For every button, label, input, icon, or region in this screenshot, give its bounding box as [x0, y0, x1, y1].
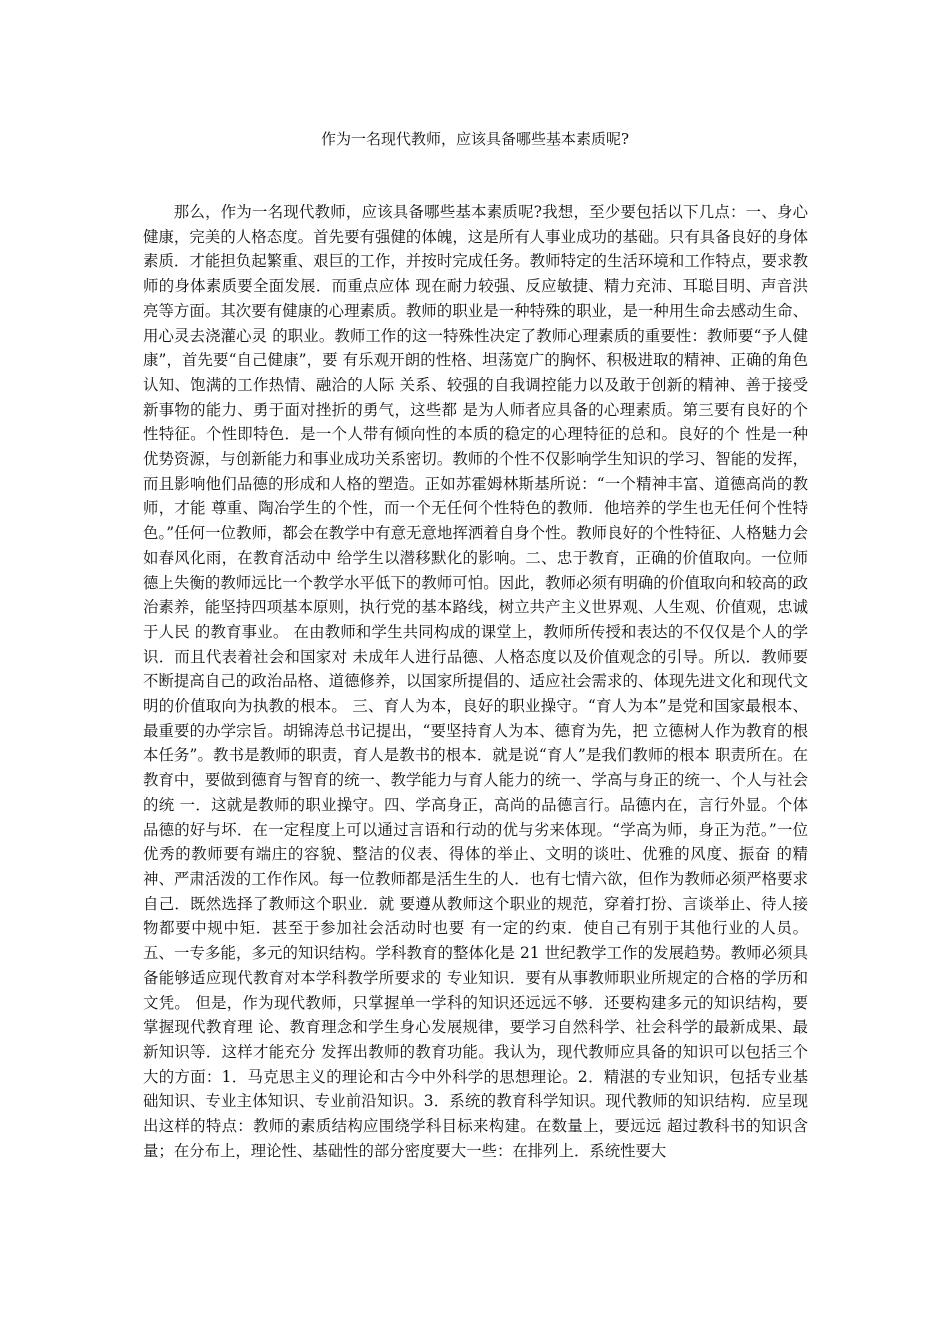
document-body: 那么，作为一名现代教师，应该具备哪些基本素质呢?我想，至少要包括以下几点：一、身心健康，完美的人格态度。首先要有强健的体魄，这是所有人事业成功的基础。只有具备良好的身体素质．才能担负起繁重、艰巨的工作，并按时完成任务。教师特定的生活环境和工作特点，要求教师的身体素质要全面发展．而重点应体 现在耐力较强、反应敏捷、精力充沛、耳聪目明、声音洪亮等方面。其次要有健康的心理素质。教师的职业是一种特殊的职业，是一种用生命去感动生命、用心灵去浇灌心灵 的职业。教师工作的这一特殊性决定了教师心理素质的重要性：教师要“予人健康”，首先要“自己健康”，要 有乐观开朗的性格、坦荡宽广的胸怀、积极进取的精神、正确的角色认知、饱满的工作热情、融洽的人际 关系、较强的自我调控能力以及敢于创新的精神、善于接受新事物的能力、勇于面对挫折的勇气，这些都 是为人师者应具备的心理素质。第三要有良好的个性特征。个性即特色．是一个人带有倾向性的本质的稳定的心理特征的总和。良好的个 性是一种优势资源，与创新能力和事业成功关系密切。教师的个性不仅影响学生知识的学习、智能的发挥，而且影响他们品德的形成和人格的塑造。正如苏霍姆林斯基所说：“一个精神丰富、道德高尚的教师，才能 尊重、陶冶学生的个性，而一个无任何个性特色的教师．他培养的学生也无任何个性特色。”任何一位教师，都会在教学中有意无意地挥洒着自身个性。教师良好的个性特征、人格魅力会如春风化雨，在教育活动中 给学生以潜移默化的影响。二、忠于教育，正确的价值取向。一位师德上失衡的教师远比一个教学水平低下的教师可怕。因此，教师必须有明确的价值取向和较高的政 治素养，能坚持四项基本原则，执行党的基本路线，树立共产主义世界观、人生观、价值观，忠诚于人民 的教育事业。 在由教师和学生共同构成的课堂上，教师所传授和表达的不仅仅是个人的学识．而且代表着社会和国家对 未成年人进行品德、人格态度以及价值观念的引导。所以．教师要不断提高自己的政治品格、道德修养，以国家所提倡的、适应社会需求的、体现先进文化和现代文明的价值取向为执教的根本。 三、育人为本，良好的职业操守。“育人为本”是党和国家最根本、最重要的办学宗旨。胡锦涛总书记提出，“要坚持育人为本、德育为先，把 立德树人作为教育的根本任务”。教书是教师的职责，育人是教书的根本．就是说“育人”是我们教师的根本 职责所在。在教育中，要做到德育与智育的统一、教学能力与育人能力的统一、学高与身正的统一、个人与社会的统 一．这就是教师的职业操守。四、学高身正，高尚的品德言行。品德内在，言行外显。个体品德的好与坏．在一定程度上可以通过言语和行动的优与劣来体现。“学高为师，身正为范。”一位优秀的教师要有端庄的容貌、整洁的仪表、得体的举止、文明的谈吐、优雅的风度、振奋 的精神、严肃活泼的工作作风。每一位教师都是活生生的人．也有七情六欲，但作为教师必须严格要求自己．既然选择了教师这个职业．就 要遵从教师这个职业的规范，穿着打扮、言谈举止、待人接物都要中规中矩．甚至于参加社会活动时也要 有一定的约束．使自己有别于其他行业的人员。五、一专多能，多元的知识结构。学科教育的整体化是 21 世纪教学工作的发展趋势。教师必须具备能够适应现代教育对本学科教学所要求的 专业知识．要有从事教师职业所规定的合格的学历和文凭。 但是，作为现代教师，只掌握单一学科的知识还远远不够．还要构建多元的知识结构，要掌握现代教育理 论、教育理念和学生身心发展规律，要学习自然科学、社会科学的最新成果、最新知识等．这样才能充分 发挥出教师的教育功能。我认为，现代教师应具备的知识可以包括三个大的方面：1．马克思主义的理论和古今中外科学的思想理论。2．精湛的专业知识，包括专业基础知识、专业主体知识、专业前沿知识。3．系统的教育科学知识。现代教师的知识结构．应呈现出这样的特点：教师的素质结构应围绕学科目标来构建。在数量上，要远远 超过教科书的知识含量；在分布上，理论性、基础性的部分密度要大一些：在排列上．系统性要大 — [143, 203, 808, 1160]
document-title: 作为一名现代教师，应该具备哪些基本素质呢? — [320, 130, 630, 148]
